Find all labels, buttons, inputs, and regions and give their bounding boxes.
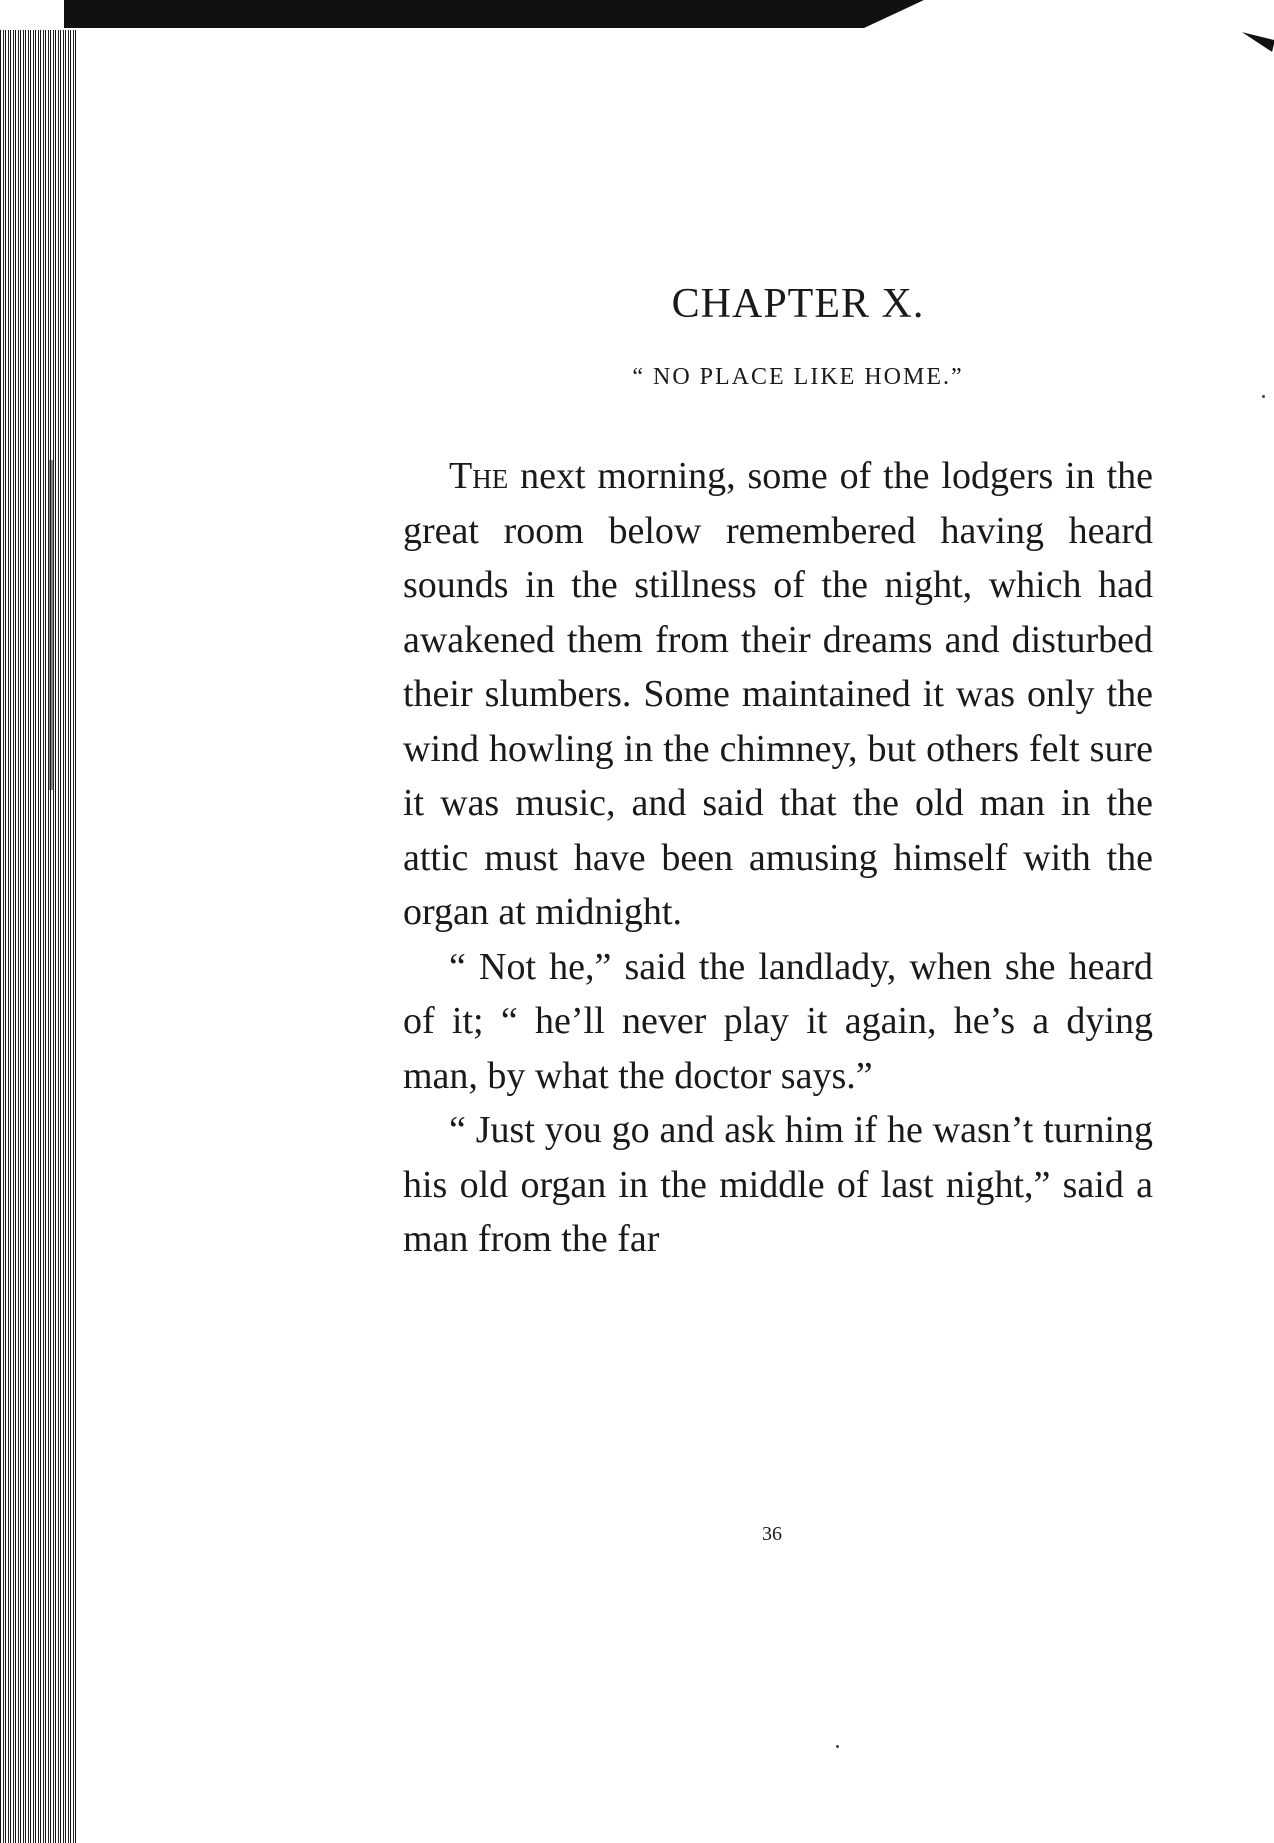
binding-shadow xyxy=(48,460,54,790)
book-page xyxy=(403,280,1153,1267)
scan-speck xyxy=(836,1745,839,1748)
scan-corner-mark xyxy=(1239,32,1274,52)
paragraph xyxy=(403,1103,1153,1267)
paragraph xyxy=(403,940,1153,1104)
chapter-title: CHAPTER X. xyxy=(671,281,925,327)
lead-word: The xyxy=(449,455,509,497)
scan-top-edge xyxy=(64,0,924,28)
paragraph-text: “ Just you go and ask him if he wasn’t turning his old organ in the middle of last night,” said a man from the far xyxy=(403,1109,1153,1260)
paragraph xyxy=(403,449,1153,940)
page-number: 36 xyxy=(762,1523,782,1545)
scan-speck xyxy=(1262,395,1265,398)
paragraph-text: “ Not he,” said the landlady, when she heard of it; “ he’ll never play it again, he’s a dying man, by what the doctor says.” xyxy=(403,945,1153,1097)
chapter-subtitle: “ NO PLACE LIKE HOME.” xyxy=(632,364,964,390)
paragraph-text: next morning, some of the lodgers in the great room below remembered having heard sounds in the stillness of the night, which had awakened them from their dreams and disturbed their slumbers. Some maintained it was only the wind howling in the chimney, but others felt sure it was music, and said that the old man in the attic must have been amusing himself with the organ at midnight. xyxy=(403,455,1153,933)
chapter-body xyxy=(403,449,1153,1267)
page-binding-edge xyxy=(0,30,78,1843)
